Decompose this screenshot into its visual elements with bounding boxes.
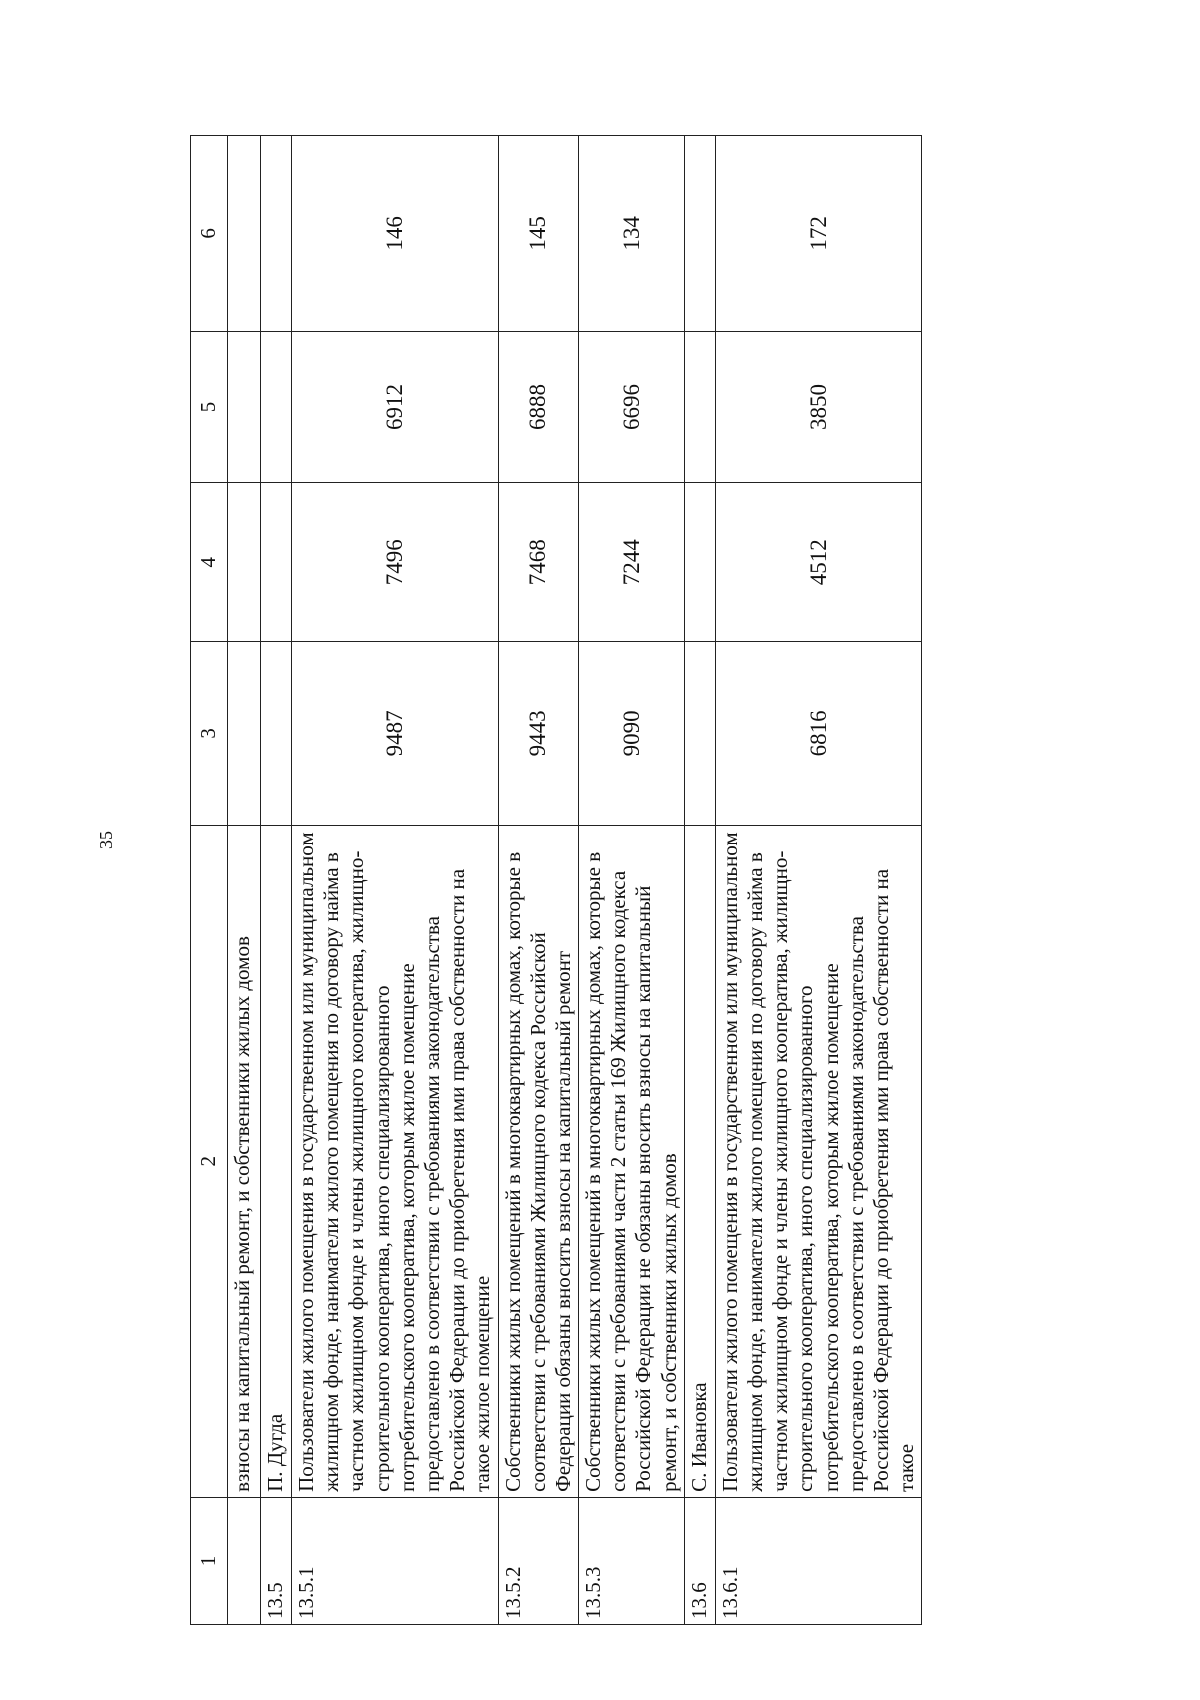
row-value-col4: 7468 <box>498 483 579 642</box>
row-code: 13.5.3 <box>579 1497 685 1624</box>
row-value-col4 <box>684 483 715 642</box>
tariff-table <box>190 135 922 1625</box>
table-row <box>684 136 715 1625</box>
row-value-col6: 145 <box>498 136 579 332</box>
row-value-col5: 6888 <box>498 331 579 483</box>
row-value-col3: 9090 <box>579 642 685 825</box>
row-value-col5: 6696 <box>579 331 685 483</box>
row-description: Собственники жилых помещений в многоквартирных домах, которые в соответствии с требованиями части 2 статьи 169 Жилищного кодекса Российской Федерации не обязаны вносить взносы на капитальный ремонт, и собственники жилых домов <box>579 825 685 1497</box>
row-value-col6 <box>261 136 292 332</box>
row-value-col4: 7244 <box>579 483 685 642</box>
row-value-col6: 146 <box>292 136 499 332</box>
row-code: 13.6 <box>684 1497 715 1624</box>
page-number: 35 <box>96 831 116 849</box>
row-value-col4: 7496 <box>292 483 499 642</box>
row-code: 13.5 <box>261 1497 292 1624</box>
table-row <box>715 136 922 1625</box>
header-cell: 4 <box>191 483 228 642</box>
row-value-col4: 4512 <box>715 483 922 642</box>
table-row <box>498 136 579 1625</box>
row-value-col6: 134 <box>579 136 685 332</box>
row-code: 13.5.2 <box>498 1497 579 1624</box>
row-value-col3 <box>228 642 261 825</box>
row-value-col3 <box>684 642 715 825</box>
row-value-col4 <box>228 483 261 642</box>
row-value-col3: 6816 <box>715 642 922 825</box>
rotated-table-container <box>190 135 1110 1625</box>
table-header-row <box>191 136 228 1625</box>
header-cell: 3 <box>191 642 228 825</box>
row-description: Собственники жилых помещений в многоквартирных домах, которые в соответствии с требованиями Жилищного кодекса Российской Федерации обязаны вносить взносы на капитальный ремонт <box>498 825 579 1497</box>
row-code: 13.6.1 <box>715 1497 922 1624</box>
row-value-col5 <box>684 331 715 483</box>
table-row <box>579 136 685 1625</box>
header-cell: 1 <box>191 1497 228 1624</box>
table-row <box>228 136 261 1625</box>
row-code <box>228 1497 261 1624</box>
row-code: 13.5.1 <box>292 1497 499 1624</box>
row-value-col6: 172 <box>715 136 922 332</box>
row-value-col5: 3850 <box>715 331 922 483</box>
row-description: взносы на капитальный ремонт, и собственники жилых домов <box>228 825 261 1497</box>
table-row <box>292 136 499 1625</box>
row-value-col5: 6912 <box>292 331 499 483</box>
header-cell: 6 <box>191 136 228 332</box>
row-description: Пользователи жилого помещения в государственном или муниципальном жилищном фонде, наниматели жилого помещения по договору найма в частном жилищном фонде и члены жилищного кооператива, жилищно-строительного кооператива, иного специализированного потребительского кооператива, которым жилое помещение предоставлено в соответствии с требованиями законодательства Российской Федерации до приобретения ими права собственности на такое <box>715 825 922 1497</box>
row-value-col5 <box>261 331 292 483</box>
row-value-col4 <box>261 483 292 642</box>
row-value-col3: 9443 <box>498 642 579 825</box>
header-cell: 5 <box>191 331 228 483</box>
row-description: Пользователи жилого помещения в государственном или муниципальном жилищном фонде, наниматели жилого помещения по договору найма в частном жилищном фонде и члены жилищного кооператива, жилищно-строительного кооператива, иного специализированного потребительского кооператива, которым жилое помещение предоставлено в соответствии с требованиями законодательства Российской Федерации до приобретения ими права собственности на такое жилое помещение <box>292 825 499 1497</box>
header-cell: 2 <box>191 825 228 1497</box>
row-value-col5 <box>228 331 261 483</box>
row-description: П. Дугда <box>261 825 292 1497</box>
row-value-col6 <box>684 136 715 332</box>
row-value-col6 <box>228 136 261 332</box>
row-description: С. Ивановка <box>684 825 715 1497</box>
row-value-col3: 9487 <box>292 642 499 825</box>
row-value-col3 <box>261 642 292 825</box>
table-row <box>261 136 292 1625</box>
